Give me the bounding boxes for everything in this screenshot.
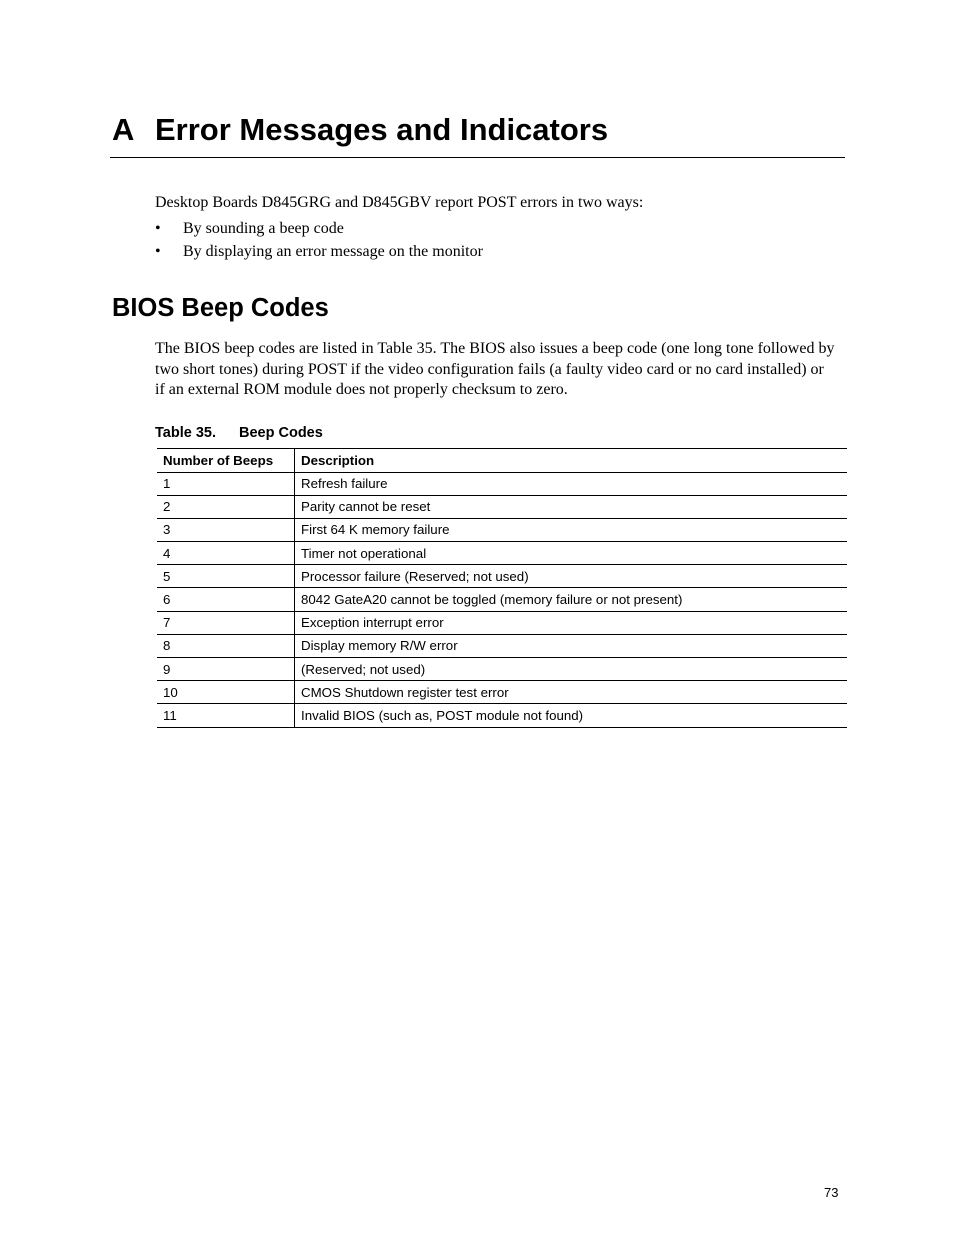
table-row xyxy=(157,658,847,681)
table-row xyxy=(157,495,847,518)
bullet-text: By displaying an error message on the monitor xyxy=(183,243,483,260)
section-title: BIOS Beep Codes xyxy=(112,294,329,322)
description-cell: Parity cannot be reset xyxy=(295,495,848,518)
beep-count-cell: 2 xyxy=(157,495,295,518)
bullet-icon: • xyxy=(155,220,161,237)
intro-bullet-list xyxy=(155,219,835,265)
bullet-icon: • xyxy=(155,243,161,260)
description-cell: 8042 GateA20 cannot be toggled (memory failure or not present) xyxy=(295,588,848,611)
table-caption-number: Table 35. xyxy=(155,425,216,441)
intro-paragraph: Desktop Boards D845GRG and D845GBV report POST errors in two ways: xyxy=(155,194,644,211)
table-caption xyxy=(155,424,323,442)
description-cell: Refresh failure xyxy=(295,472,848,495)
beep-count-cell: 11 xyxy=(157,704,295,727)
beep-count-cell: 9 xyxy=(157,658,295,681)
title-rule xyxy=(110,157,845,158)
description-cell: Processor failure (Reserved; not used) xyxy=(295,565,848,588)
beep-count-cell: 8 xyxy=(157,634,295,657)
description-cell: Timer not operational xyxy=(295,542,848,565)
table-row xyxy=(157,518,847,541)
description-cell: Display memory R/W error xyxy=(295,634,848,657)
description-cell: (Reserved; not used) xyxy=(295,658,848,681)
description-cell: CMOS Shutdown register test error xyxy=(295,681,848,704)
beep-count-cell: 6 xyxy=(157,588,295,611)
bullet-item xyxy=(155,219,835,242)
table-row xyxy=(157,704,847,727)
description-cell: Exception interrupt error xyxy=(295,611,848,634)
beep-count-cell: 5 xyxy=(157,565,295,588)
table-row xyxy=(157,542,847,565)
beep-count-cell: 1 xyxy=(157,472,295,495)
beep-count-cell: 3 xyxy=(157,518,295,541)
table-caption-title: Beep Codes xyxy=(239,425,323,441)
bullet-text: By sounding a beep code xyxy=(183,220,344,237)
beep-count-cell: 4 xyxy=(157,542,295,565)
section-paragraph: The BIOS beep codes are listed in Table 35. The BIOS also issues a beep code (one long tone followed by two short tones) during POST if the video configuration fails (a faulty video card or no card installed) or if an external ROM module does not properly checksum to zero. xyxy=(155,340,835,398)
table-row xyxy=(157,634,847,657)
beep-count-cell: 7 xyxy=(157,611,295,634)
description-cell: Invalid BIOS (such as, POST module not found) xyxy=(295,704,848,727)
table-row xyxy=(157,565,847,588)
page-number: 73 xyxy=(824,1185,839,1200)
table-row xyxy=(157,472,847,495)
chapter-letter: A xyxy=(112,112,135,147)
beep-count-cell: 10 xyxy=(157,681,295,704)
header-number-of-beeps: Number of Beeps xyxy=(157,449,295,473)
header-description: Description xyxy=(295,449,848,473)
chapter-title-text: Error Messages and Indicators xyxy=(155,112,609,147)
table-row xyxy=(157,681,847,704)
beep-codes-table xyxy=(157,448,847,728)
table-header-row xyxy=(157,449,847,473)
table-row xyxy=(157,611,847,634)
description-cell: First 64 K memory failure xyxy=(295,518,848,541)
table-row xyxy=(157,588,847,611)
bullet-item xyxy=(155,242,835,265)
chapter-title xyxy=(112,110,844,150)
